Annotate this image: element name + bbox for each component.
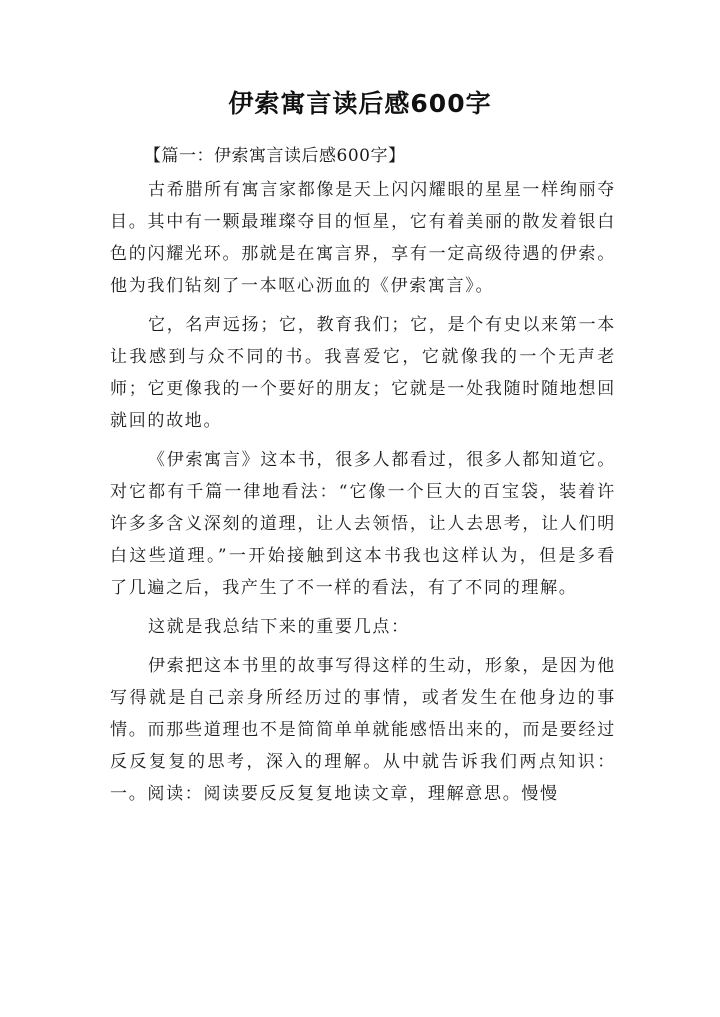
paragraph-2: 它，名声远扬；它，教育我们；它，是个有史以来第一本让我感到与众不同的书。我喜爱它，它就像我的一个无声老师；它更像我的一个要好的朋友；它就是一处我随时随地想回就回的故地。 [110, 315, 616, 431]
document-title: 伊索寓言读后感600字 [228, 89, 492, 118]
paragraph-3: 《伊索寓言》这本书，很多人都看过，很多人都知道它。对它都有千篇一律地看法：“它像一个巨大的百宝袋，装着许许多多含义深刻的道理，让人去领悟，让人去思考，让人们明白这些道理。”一开始接触到这本书我也这样认为，但是多看了几遍之后，我产生了不一样的看法，有了不同的理解。 [110, 450, 616, 598]
paragraph-5: 伊索把这本书里的故事写得这样的生动，形象，是因为他写得就是自己亲身所经历过的事情，或者发生在他身边的事情。而那些道理也不是简简单单就能感悟出来的，而是要经过反反复复的思考，深入的理解。从中就告诉我们两点知识：一。阅读：阅读要反反复复地读文章，理解意思。慢慢 [110, 656, 616, 804]
document-body [110, 140, 616, 817]
paragraph-4: 这就是我总结下来的重要几点： [148, 617, 410, 637]
section-heading: 【篇一：伊索寓言读后感600字】 [144, 146, 406, 166]
paragraph-1: 古希腊所有寓言家都像是天上闪闪耀眼的星星一样绚丽夺目。其中有一颗最璀璨夺目的恒星，它有着美丽的散发着银白色的闪耀光环。那就是在寓言界，享有一定高级待遇的伊索。他为我们钻刻了一本呕心沥血的《伊索寓言》。 [110, 180, 616, 296]
